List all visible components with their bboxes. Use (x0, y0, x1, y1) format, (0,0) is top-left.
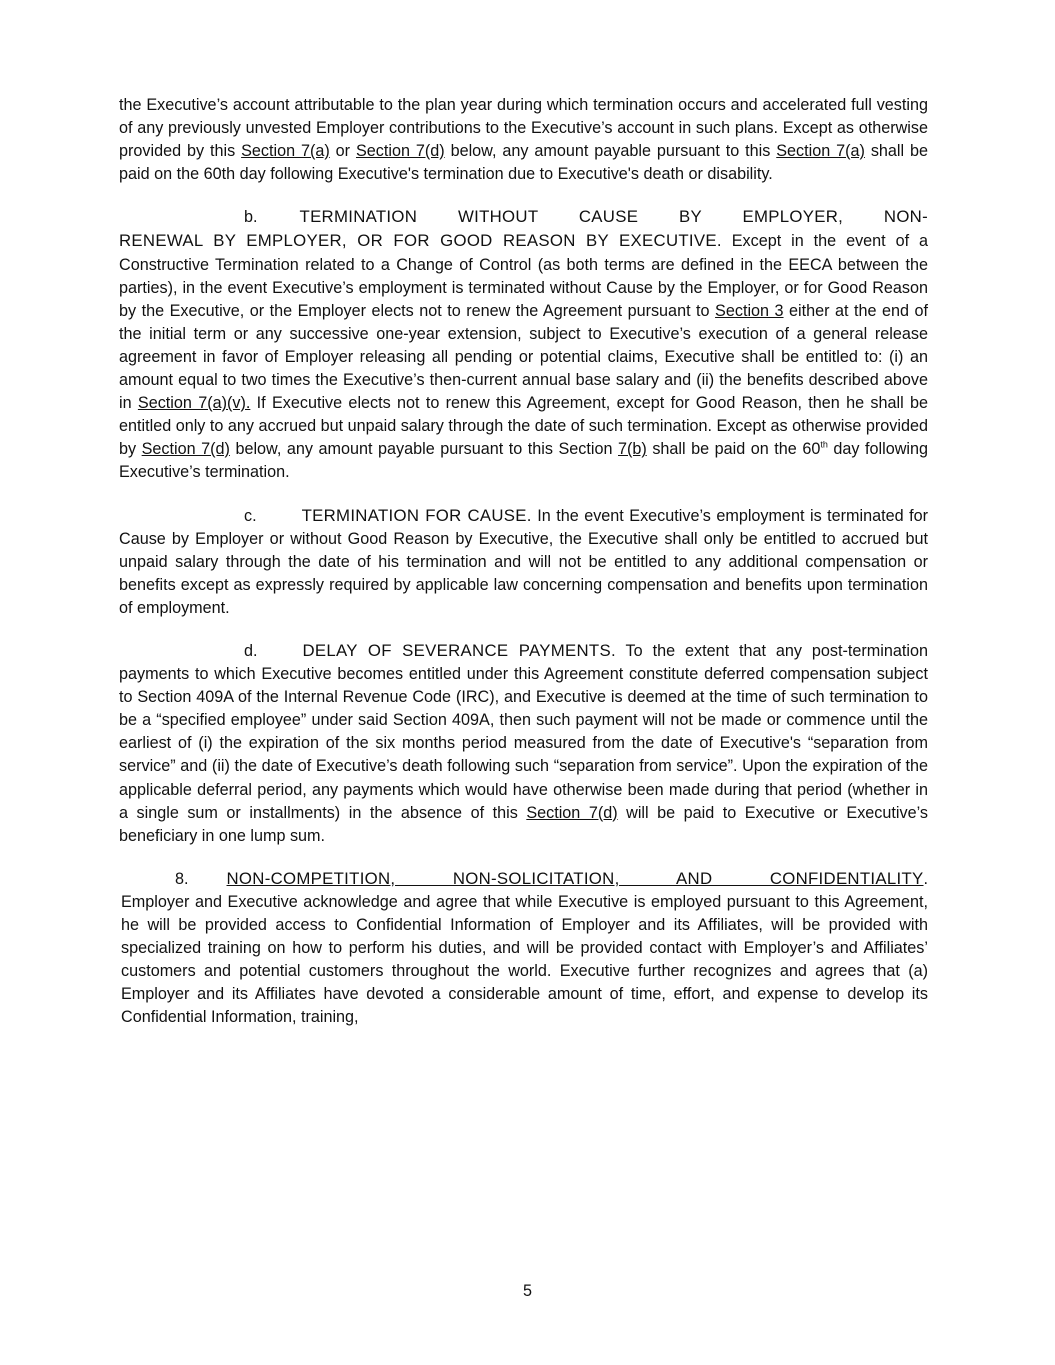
subsection-d (119, 639, 928, 848)
section-reference: Section 7(d) (526, 803, 618, 822)
section-8-heading-line (119, 867, 928, 891)
text: To the extent that any post-termination payments to which Executive becomes entitled under this Agreement constitute deferred compensation subject to Section 409A of the Internal Revenue Code (IRC), and Executive is deemed at the time of such termination to be a “specified employee” under said Section 409A, then such payment will not be made or commence until the earliest of (i) the expiration of the six months period measured from the date of Executive's “separation from service” and (ii) the date of Executive’s death following such “separation from service”. Upon the expiration of the applicable deferral period, any payments which would have otherwise been made during that period (whether in a single sum or installments) in the absence of this (119, 641, 928, 822)
section-number: 8. (175, 869, 189, 888)
text: shall be paid on the 60 (646, 440, 821, 459)
text: below, any amount payable pursuant to this (444, 142, 777, 161)
subsection-label: b. (244, 208, 258, 227)
subsection-label: c. (244, 506, 257, 525)
section-reference: Section 7(d) (141, 440, 230, 459)
text: Except in the event of a Constructive Termination related to a Change of Control (as both terms are defined in the EECA between the parties), in the event Executive’s employment is terminated without Cause by the Employer, or for Good Reason by the Executive, or the Employer elects not to renew the Agreement pursuant to (119, 232, 928, 320)
heading-period: . (923, 869, 928, 888)
text: In the event Executive’s employment is terminated for Cause by Employer or without Good Reason by Executive, the Executive shall only be entitled to accrued but unpaid salary through the date of his termination and will not be entitled to any additional compensation or benefits except as expressly required by applicable law concerning compensation and benefits upon termination of employment. (119, 506, 929, 617)
section-reference: Section 7(a) (776, 142, 865, 161)
subsection-heading: DELAY OF SEVERANCE PAYMENTS. (302, 640, 616, 660)
subsection-label: d. (244, 641, 258, 660)
section-reference: Section 3 (715, 301, 784, 320)
section-reference: Section 7(d) (355, 142, 445, 161)
subsection-b-heading-line (119, 205, 928, 229)
subsection-heading: TERMINATION WITHOUT CAUSE BY EMPLOYER, NON- (299, 207, 928, 227)
section-reference: 7(b) (618, 440, 647, 459)
text: or (329, 142, 356, 161)
subsection-c (119, 504, 928, 620)
text: day following Executive’s termination. (119, 440, 928, 482)
section-reference: Section 7(a) (241, 142, 330, 161)
text: shall be paid on the 60th day following Executive's termination due to Executive's death or disability. (119, 142, 929, 184)
text: either at the end of the initial term or any successive one-year extension, subject to Executive’s execution of a general release agreement in favor of Employer releasing all pending or potential claims, Executive shall be entitled to: (i) an amount equal to two times the Executive’s then-current annual base salary and (ii) the benefits described above in (119, 301, 928, 413)
paragraph-continuation (119, 94, 928, 186)
text: If Executive elects not to renew this Agreement, except for Good Reason, then he shall be entitled only to any accrued but unpaid salary through the date of such termination. Except as otherwise provided by (119, 394, 928, 459)
text: Employer and Executive acknowledge and agree that while Executive is employed pursuant to this Agreement, he will be provided access to Confidential Information of Employer and its Affiliates, will be provided with specialized training on how to perform his duties, and will be provided contact with Employer’s and Affiliates’ customers and potential customers throughout the world. Executive further recognizes and agrees that (a) Employer and its Affiliates have devoted a considerable amount of time, effort, and expense to develop its Confidential Information, training, (121, 892, 928, 1027)
ordinal-suffix: th (820, 439, 828, 450)
document-page (119, 94, 928, 1029)
text: below, any amount payable pursuant to this Section (229, 440, 618, 459)
section-8 (119, 867, 928, 1030)
section-reference: Section 7(a)(v). (137, 394, 251, 413)
text: the Executive’s account attributable to the plan year during which termination occurs and accelerated full vesting of any previously unvested Employer contributions to the Executive’s account in such plans. Except as otherwise provided by this (119, 96, 928, 161)
section-8-body (119, 891, 928, 1030)
subsection-heading-continued: RENEWAL BY EMPLOYER, OR FOR GOOD REASON BY EXECUTIVE. (119, 231, 722, 251)
text: will be paid to Executive or Executive’s beneficiary in one lump sum. (119, 803, 928, 845)
page-number: 5 (522, 1282, 532, 1300)
subsection-b-body (119, 229, 928, 484)
section-heading: NON-COMPETITION, NON-SOLICITATION, AND CONFIDENTIALITY (226, 868, 924, 888)
subsection-heading: TERMINATION FOR CAUSE. (301, 505, 532, 525)
subsection-b (119, 205, 928, 484)
